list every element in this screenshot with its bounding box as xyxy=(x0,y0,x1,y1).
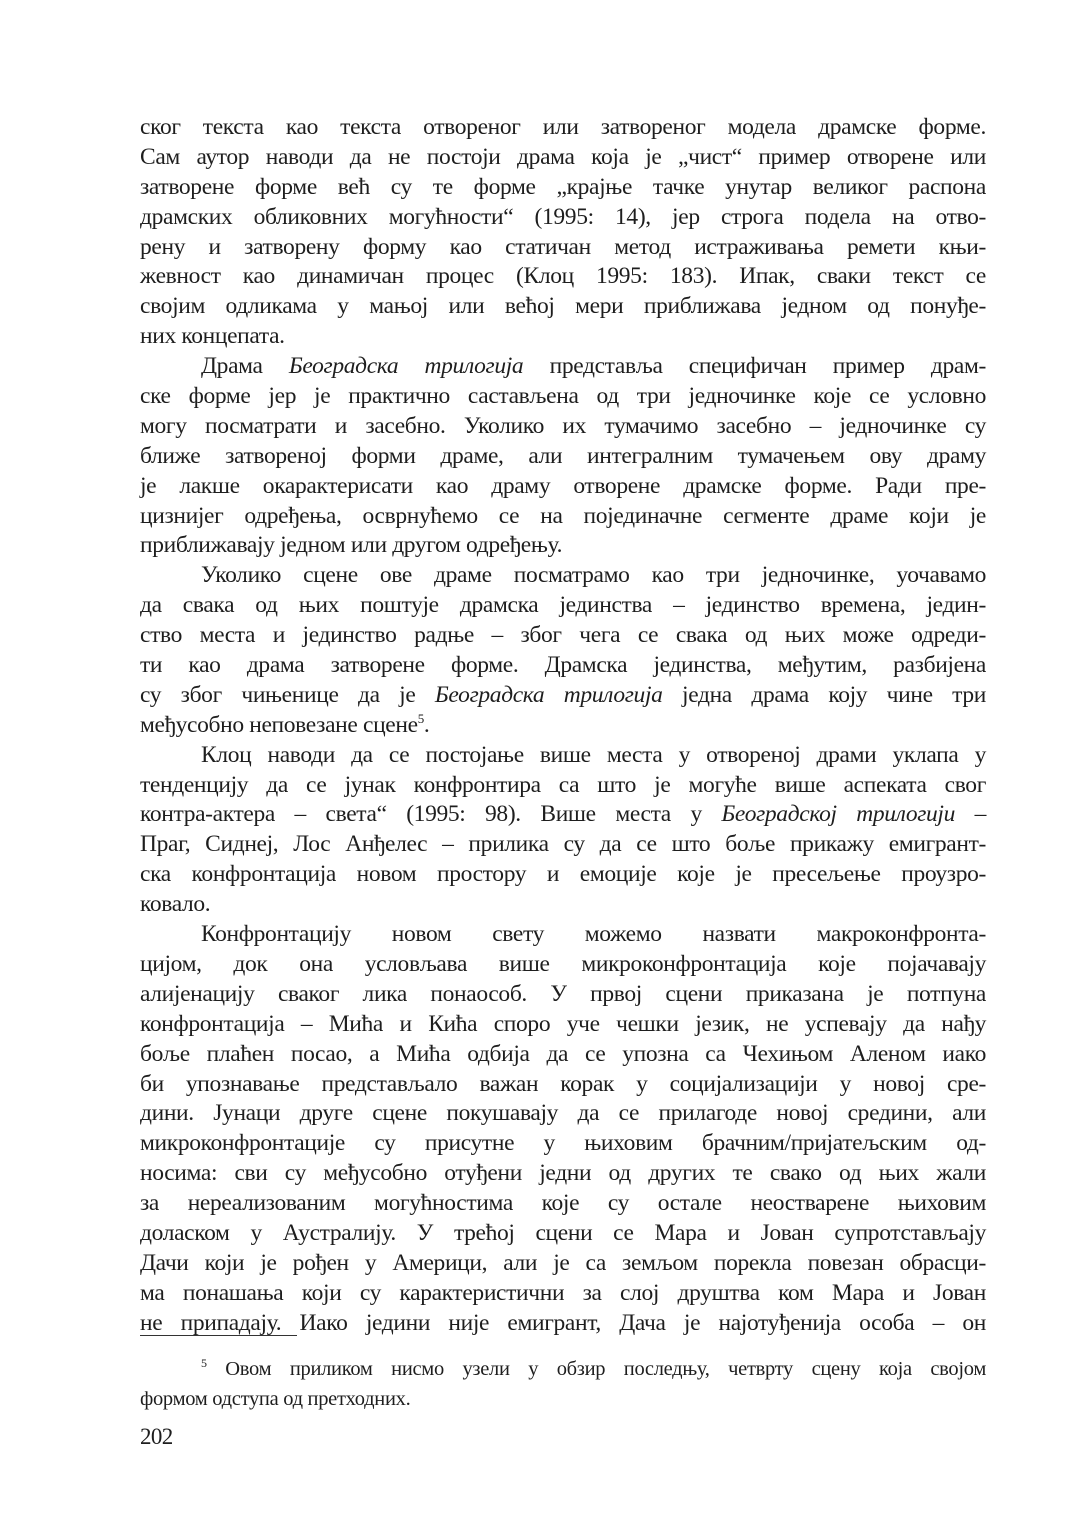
text-line: ближе затвореној форми драме, али интегралним тумачењем ову драму xyxy=(140,442,986,469)
text-line: не припадају. Иако једини није емигрант, Дача је најотуђенија особа – он xyxy=(140,1309,986,1336)
page-number: 202 xyxy=(140,1424,173,1449)
paragraph-2 xyxy=(140,352,986,561)
footnote-reference[interactable]: 5 xyxy=(417,710,424,726)
text-line: ство места и јединство радње – због чега се свака од њих може одреди- xyxy=(140,622,986,649)
text-line: затворене форме већ су те форме „крајње тачке унутар великог распона xyxy=(140,173,986,200)
text-line: алијенацију сваког лика понаособ. У првој сцени приказана је потпуна xyxy=(140,980,986,1007)
text-line: могу посматрати и засебно. Уколико их тумачимо засебно – једночинке су xyxy=(140,412,986,439)
text-line: су због чињенице да је Београдска трилогија једна драма коју чине три xyxy=(140,681,986,708)
text-line: ске форме јер је практично састављена од три једночинке које се условно xyxy=(140,383,986,410)
footnote-line: $^5$ Овом приликом нисмо узели у обзир последњу, четврту сцену која својом xyxy=(201,1356,986,1380)
footnote-marker: 5 xyxy=(201,1356,207,1370)
text-line: Драма Београдска трилогија представља специфичан пример драм- xyxy=(201,353,986,380)
text-line: жевност као динамичан процес (Клоц 1995: 183). Ипак, сваки текст се xyxy=(140,263,986,290)
footnote xyxy=(140,1354,986,1414)
text-line: је лакше окарактерисати као драму отворене драмске форме. Ради пре- xyxy=(140,472,986,499)
text-line: них концепата. xyxy=(140,323,285,350)
text-line: драмских обликовних могућности“ (1995: 14), јер строга подела на отво- xyxy=(140,203,986,230)
footnote-line: формом одступа од претходних. xyxy=(140,1388,411,1410)
text-line: за нереализованим могућностима које су остале неостварене њиховим xyxy=(140,1190,986,1217)
text-line: својим одликама у мањој или већој мери приближава једном од понуђе- xyxy=(140,293,986,320)
text-line: микроконфронтације су присутне у њиховим брачним/пријатељским од- xyxy=(140,1130,986,1157)
text-line: рену и затворену форму као статичан метод истраживања ремети књи- xyxy=(140,233,986,260)
footnote-separator xyxy=(140,1335,297,1336)
text-line: ковало. xyxy=(140,891,211,918)
text-line: Клоц наводи да се постојање више места у отвореној драми уклапа у xyxy=(201,741,986,768)
text-line: тенденцију да се јунак конфронтира са што је могуће више аспеката свог xyxy=(140,771,986,798)
text-line: Конфронтацију новом свету можемо назвати макроконфронта- xyxy=(201,921,986,948)
text-line: носима: сви су међусобно отуђени једни од других те свако од њих жали xyxy=(140,1160,986,1187)
paragraph-5 xyxy=(140,920,986,1338)
text-line: цијом, док она условљава више микроконфронтација које појачавају xyxy=(140,950,986,977)
text-line: ти као драма затворене форме. Драмска јединства, међутим, разбијена xyxy=(140,652,986,679)
text-line: конфронтација – Мића и Кића споро уче чешки језик, не успевају да нађу xyxy=(140,1010,986,1037)
text-line: ског текста као текста отвореног или затвореног модела драмске форме. xyxy=(140,114,986,140)
paragraph-1 xyxy=(140,113,986,352)
text-line: боље плаћен посао, а Мића одбија да се упозна са Чехињом Аленом иако xyxy=(140,1040,986,1067)
text-line: Сам аутор наводи да не постоји драма која је „чист“ пример отворене или xyxy=(140,143,986,170)
text-line: доласком у Аустралију. У трећој сцени се Мара и Јован супротстављају xyxy=(140,1219,986,1246)
text-line: ма понашања који су карактеристични за слој друштва ком Мара и Јован xyxy=(140,1279,986,1306)
text-line: приближавају једном или другом одређењу. xyxy=(140,532,563,559)
text-line: да свака од њих поштује драмска јединства – јединство времена, једин- xyxy=(140,592,986,619)
text-line: Уколико сцене ове драме посматрамо као три једночинке, уочавамо xyxy=(201,562,986,589)
text-line: дини. Јунаци друге сцене покушавају да се прилагоде новој средини, али xyxy=(140,1100,986,1127)
paragraph-3 xyxy=(140,561,986,740)
page-body xyxy=(140,113,986,1339)
text-line: контра-актера – света“ (1995: 98). Више места у Београдској трилогији – xyxy=(140,801,986,828)
paragraph-4 xyxy=(140,741,986,920)
italic-title: Београдска трилогија xyxy=(288,353,524,380)
text-line: ска конфронтација новом простору и емоције које је пресељење проузро- xyxy=(140,861,986,888)
text-line: цизнијег одређења, осврнућемо се на појединачне сегменте драме који је xyxy=(140,502,986,529)
text-line: међусобно неповезане сцене$^5$. xyxy=(140,710,430,738)
text-line: Праг, Сиднеј, Лос Анђелес – прилика су да се што боље прикажу емигрант- xyxy=(140,831,986,858)
text-line: би упознавање представљало важан корак у социјализацији у новој сре- xyxy=(140,1070,986,1097)
text-line: Дачи који је рођен у Америци, али је са земљом порекла повезан обрасци- xyxy=(140,1249,986,1276)
italic-title: Београдској трилогији xyxy=(721,801,956,828)
italic-title: Београдска трилогија xyxy=(434,681,663,708)
